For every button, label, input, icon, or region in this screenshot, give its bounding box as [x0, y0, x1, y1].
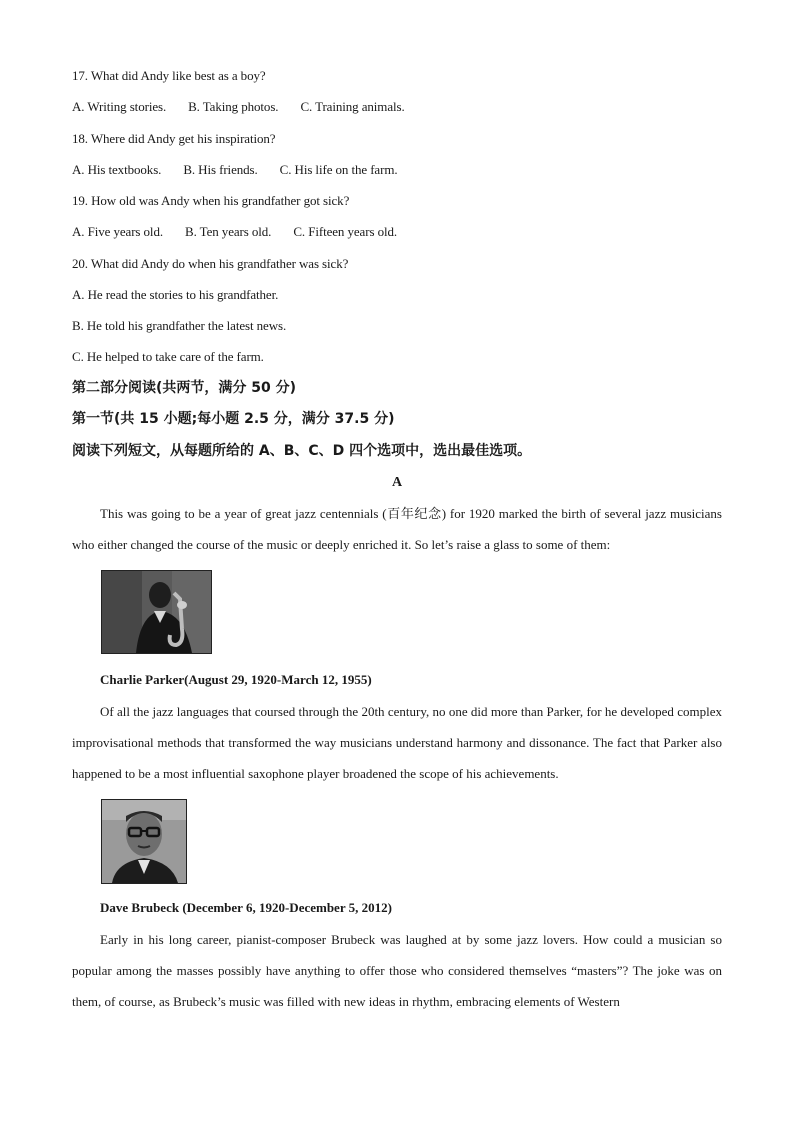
charlie-parker-paragraph: [72, 696, 722, 789]
question-18: 18. Where did Andy get his inspiration?: [72, 131, 276, 146]
part-title: 第二部分阅读(共两节，满分 50 分): [72, 380, 297, 396]
option: A. Five years old.: [72, 224, 163, 239]
question-19: 19. How old was Andy when his grandfather got sick?: [72, 193, 350, 208]
option: B. Taking photos.: [188, 99, 279, 114]
question-20: 20. What did Andy do when his grandfather was sick?: [72, 256, 349, 271]
option: A. Writing stories.: [72, 99, 167, 114]
question-18-options: [72, 162, 397, 178]
question-20-option-a: A. He read the stories to his grandfather.: [72, 287, 279, 302]
option: B. Ten years old.: [185, 224, 272, 239]
passage-label: A: [391, 475, 403, 490]
option: A. His textbooks.: [72, 162, 162, 177]
question-17: 17. What did Andy like best as a boy?: [72, 68, 266, 83]
saxophone-player-photo: [101, 570, 212, 654]
question-19-options: [72, 224, 397, 240]
section-subtitle: 第一节(共 15 小题;每小题 2.5 分，满分 37.5 分): [72, 411, 395, 427]
option: C. Training animals.: [300, 99, 405, 114]
option: C. Fifteen years old.: [293, 224, 398, 239]
question-20-option-b: B. He told his grandfather the latest news.: [72, 318, 287, 333]
dave-brubeck-paragraph: [72, 924, 722, 1017]
dave-brubeck-text: Early in his long career, pianist-composer Brubeck was laughed at by some jazz lovers. How could a musician so popular among the masses possibly have anything to offer those who considered themselves “masters”? The joke was on them, of course, as Brubeck’s music was filled with new ideas in rhythm, embracing elements of Western: [72, 932, 722, 1009]
charlie-parker-heading: Charlie Parker(August 29, 1920-March 12, 1955): [100, 672, 372, 687]
dave-brubeck-heading: Dave Brubeck (December 6, 1920-December 5, 2012): [100, 900, 392, 915]
passage-intro-text: This was going to be a year of great jazz centennials (百年纪念) for 1920 marked the birth of several jazz musicians who either changed the course of the music or deeply enriched it. So let’s raise a glass to some of them:: [72, 506, 722, 552]
man-with-glasses-photo: [101, 799, 187, 884]
charlie-parker-text: Of all the jazz languages that coursed through the 20th century, no one did more than Parker, for he developed complex improvisational methods that transformed the way musicians understand harmony and dissonance. The fact that Parker also happened to be a most influential saxophone player broadened the scope of his achievements.: [72, 704, 722, 781]
passage-intro: [72, 498, 722, 560]
question-17-options: [72, 99, 405, 115]
option: B. His friends.: [183, 162, 258, 177]
option: C. His life on the farm.: [279, 162, 398, 177]
instruction: 阅读下列短文，从每题所给的 A、B、C、D 四个选项中，选出最佳选项。: [72, 443, 532, 459]
question-20-option-c: C. He helped to take care of the farm.: [72, 349, 264, 364]
